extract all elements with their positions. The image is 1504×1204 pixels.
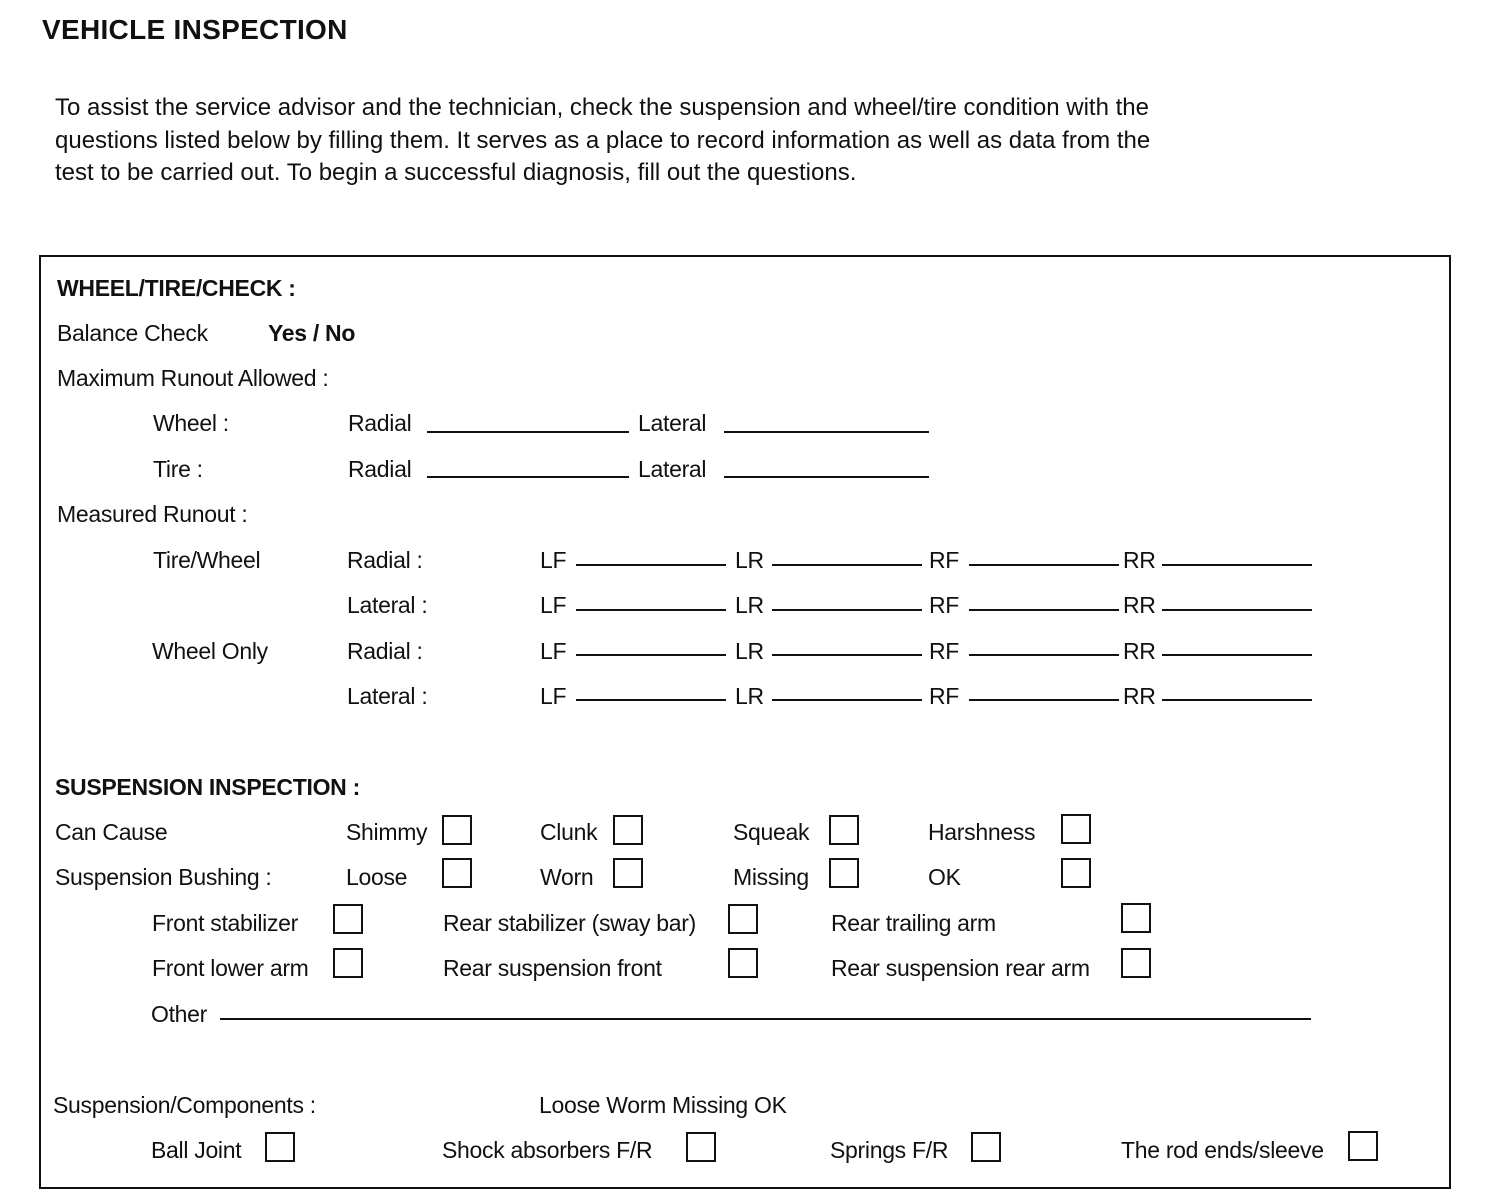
- rear-suspension-front-checkbox[interactable]: [728, 948, 758, 978]
- tire-wheel-lateral-lf-field[interactable]: [576, 609, 726, 611]
- tire-wheel-lateral-rr-field[interactable]: [1162, 609, 1312, 611]
- position-lr: LR: [735, 592, 764, 618]
- wheel-only-radial-lf-field[interactable]: [576, 654, 726, 656]
- springs-label: Springs F/R: [830, 1137, 949, 1163]
- tire-wheel-radial-rr-field[interactable]: [1162, 564, 1312, 566]
- ball-joint-label: Ball Joint: [151, 1137, 242, 1163]
- squeak-label: Squeak: [733, 819, 810, 845]
- ball-joint-checkbox[interactable]: [265, 1132, 295, 1162]
- suspension-components-label: Suspension/Components :: [53, 1092, 316, 1118]
- form-frame: [39, 255, 1451, 1189]
- shimmy-checkbox[interactable]: [442, 815, 472, 845]
- rod-ends-label: The rod ends/sleeve: [1121, 1137, 1324, 1163]
- rear-suspension-rear-arm-label: Rear suspension rear arm: [831, 955, 1090, 981]
- wheel-radial-field[interactable]: [427, 431, 629, 433]
- bushing-loose-checkbox[interactable]: [442, 858, 472, 888]
- balance-check-label: Balance Check: [57, 320, 208, 346]
- other-field[interactable]: [220, 1018, 1311, 1020]
- balance-check-options[interactable]: Yes / No: [268, 320, 356, 346]
- bushing-ok-checkbox[interactable]: [1061, 858, 1091, 888]
- tire-lateral-field[interactable]: [724, 476, 929, 478]
- tire-wheel-radial-rf-field[interactable]: [969, 564, 1119, 566]
- bushing-worn-checkbox[interactable]: [613, 858, 643, 888]
- rear-stabilizer-label: Rear stabilizer (sway bar): [443, 910, 696, 936]
- shimmy-label: Shimmy: [346, 819, 428, 845]
- position-rf: RF: [929, 547, 960, 573]
- tire-radial-field[interactable]: [427, 476, 629, 478]
- wheel-only-lateral-rr-field[interactable]: [1162, 699, 1312, 701]
- position-lf: LF: [540, 683, 567, 709]
- tire-wheel-lateral-label: Lateral :: [347, 592, 428, 618]
- front-lower-arm-checkbox[interactable]: [333, 948, 363, 978]
- squeak-checkbox[interactable]: [829, 815, 859, 845]
- wheel-only-label: Wheel Only: [152, 638, 268, 664]
- clunk-label: Clunk: [540, 819, 598, 845]
- front-stabilizer-label: Front stabilizer: [152, 910, 299, 936]
- shock-absorbers-label: Shock absorbers F/R: [442, 1137, 653, 1163]
- page-title: VEHICLE INSPECTION: [42, 14, 348, 45]
- suspension-inspection-heading: SUSPENSION INSPECTION :: [55, 774, 360, 800]
- bushing-missing-checkbox[interactable]: [829, 858, 859, 888]
- tire-wheel-lateral-lr-field[interactable]: [772, 609, 922, 611]
- front-lower-arm-label: Front lower arm: [152, 955, 309, 981]
- components-legend: Loose Worm Missing OK: [539, 1092, 787, 1118]
- wheel-only-lateral-lr-field[interactable]: [772, 699, 922, 701]
- wheel-only-lateral-rf-field[interactable]: [969, 699, 1119, 701]
- wheel-tire-check-heading: WHEEL/TIRE/CHECK :: [57, 275, 296, 301]
- shock-absorbers-checkbox[interactable]: [686, 1132, 716, 1162]
- position-rr: RR: [1123, 683, 1156, 709]
- position-lf: LF: [540, 638, 567, 664]
- wheel-only-lateral-lf-field[interactable]: [576, 699, 726, 701]
- position-lr: LR: [735, 547, 764, 573]
- position-rf: RF: [929, 638, 960, 664]
- position-rf: RF: [929, 592, 960, 618]
- tire-label: Tire :: [153, 456, 203, 482]
- rear-suspension-front-label: Rear suspension front: [443, 955, 662, 981]
- wheel-only-radial-label: Radial :: [347, 638, 423, 664]
- tire-lateral-label: Lateral: [638, 456, 707, 482]
- measured-runout-label: Measured Runout :: [57, 501, 248, 527]
- wheel-lateral-field[interactable]: [724, 431, 929, 433]
- position-lr: LR: [735, 638, 764, 664]
- position-lr: LR: [735, 683, 764, 709]
- missing-label: Missing: [733, 864, 809, 890]
- worn-label: Worn: [540, 864, 594, 890]
- position-lf: LF: [540, 592, 567, 618]
- rear-trailing-arm-label: Rear trailing arm: [831, 910, 996, 936]
- loose-label: Loose: [346, 864, 408, 890]
- position-lf: LF: [540, 547, 567, 573]
- wheel-only-radial-rf-field[interactable]: [969, 654, 1119, 656]
- springs-checkbox[interactable]: [971, 1132, 1001, 1162]
- intro-line: questions listed below by filling them. It serves as a place to record information as well as data from the: [55, 126, 1151, 154]
- suspension-bushing-label: Suspension Bushing :: [55, 864, 272, 890]
- wheel-lateral-label: Lateral: [638, 410, 707, 436]
- clunk-checkbox[interactable]: [613, 815, 643, 845]
- max-runout-label: Maximum Runout Allowed :: [57, 365, 329, 391]
- other-label: Other: [151, 1001, 208, 1027]
- front-stabilizer-checkbox[interactable]: [333, 904, 363, 934]
- position-rr: RR: [1123, 638, 1156, 664]
- tire-radial-label: Radial: [348, 456, 412, 482]
- wheel-only-radial-lr-field[interactable]: [772, 654, 922, 656]
- harshness-label: Harshness: [928, 819, 1036, 845]
- wheel-only-lateral-label: Lateral :: [347, 683, 428, 709]
- position-rf: RF: [929, 683, 960, 709]
- wheel-label: Wheel :: [153, 410, 229, 436]
- tire-wheel-radial-lr-field[interactable]: [772, 564, 922, 566]
- tire-wheel-radial-lf-field[interactable]: [576, 564, 726, 566]
- wheel-radial-label: Radial: [348, 410, 412, 436]
- intro-paragraph: [55, 92, 1355, 190]
- tire-wheel-radial-label: Radial :: [347, 547, 423, 573]
- can-cause-label: Can Cause: [55, 819, 168, 845]
- intro-line: To assist the service advisor and the technician, check the suspension and wheel/tire condition with the: [55, 94, 1149, 121]
- rear-stabilizer-checkbox[interactable]: [728, 904, 758, 934]
- position-rr: RR: [1123, 547, 1156, 573]
- intro-line: test to be carried out. To begin a successful diagnosis, fill out the questions.: [55, 159, 857, 186]
- tire-wheel-label: Tire/Wheel: [153, 547, 261, 573]
- harshness-checkbox[interactable]: [1061, 814, 1091, 844]
- tire-wheel-lateral-rf-field[interactable]: [969, 609, 1119, 611]
- rod-ends-checkbox[interactable]: [1348, 1131, 1378, 1161]
- ok-label: OK: [928, 864, 961, 890]
- rear-suspension-rear-arm-checkbox[interactable]: [1121, 948, 1151, 978]
- rear-trailing-arm-checkbox[interactable]: [1121, 903, 1151, 933]
- position-rr: RR: [1123, 592, 1156, 618]
- wheel-only-radial-rr-field[interactable]: [1162, 654, 1312, 656]
